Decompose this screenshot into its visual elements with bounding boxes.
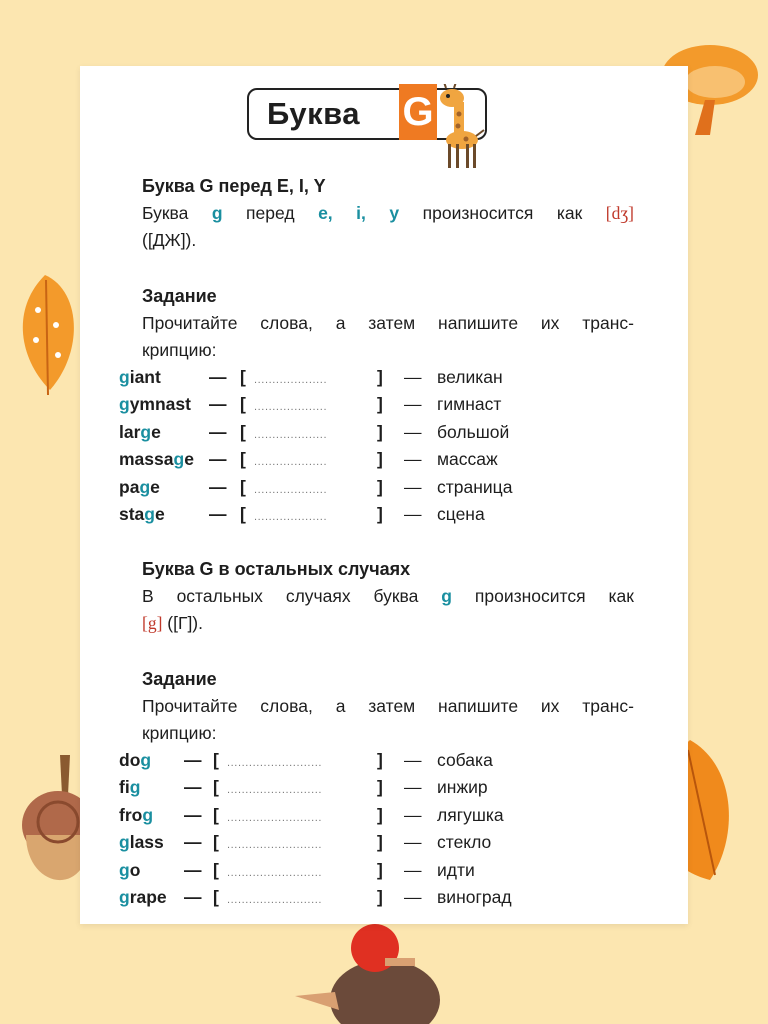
letter-g: g bbox=[140, 421, 152, 442]
word-list-2 bbox=[119, 747, 639, 911]
task-1-line2: крипцию: bbox=[142, 340, 217, 360]
text: перед bbox=[246, 203, 295, 223]
section-2 bbox=[142, 556, 634, 747]
word-row bbox=[119, 829, 639, 856]
transcription-blank[interactable]: .......................... bbox=[227, 866, 323, 879]
russian-translation: стекло bbox=[437, 832, 492, 853]
open-bracket: [ bbox=[240, 476, 246, 497]
word-row bbox=[119, 446, 639, 473]
word-row bbox=[119, 364, 639, 391]
english-word bbox=[119, 419, 161, 446]
dash: — bbox=[404, 421, 422, 442]
open-bracket: [ bbox=[240, 449, 246, 470]
text: буква bbox=[373, 586, 419, 606]
word-part: lar bbox=[119, 421, 141, 442]
letter-g: g bbox=[119, 859, 130, 880]
transcription-blank[interactable]: .................... bbox=[254, 401, 328, 414]
close-bracket: ] bbox=[377, 750, 383, 770]
english-word bbox=[119, 802, 153, 829]
english-word bbox=[119, 501, 165, 528]
leaf-left-icon bbox=[10, 270, 85, 400]
page-title: Буква bbox=[267, 96, 361, 131]
hedgehog-icon bbox=[295, 920, 445, 1024]
letter-g: g bbox=[139, 476, 151, 497]
dash: — bbox=[404, 750, 422, 770]
word-part: fi bbox=[119, 777, 130, 798]
text: затем bbox=[368, 313, 416, 333]
open-bracket: [ bbox=[213, 804, 219, 825]
russian-translation: идти bbox=[437, 859, 475, 880]
text: напишите bbox=[438, 696, 519, 716]
text: затем bbox=[368, 696, 416, 716]
giraffe-icon bbox=[438, 84, 488, 170]
word-part: do bbox=[119, 750, 141, 770]
text: слова, bbox=[260, 696, 313, 716]
english-word bbox=[119, 446, 194, 473]
dash: — bbox=[404, 886, 422, 907]
word-part: sta bbox=[119, 503, 145, 524]
task-2-line2: крипцию: bbox=[142, 723, 217, 743]
letter-g: g bbox=[119, 394, 130, 415]
letter-y: y bbox=[389, 203, 400, 223]
task-2-heading: Задание bbox=[142, 669, 217, 689]
russian-translation: массаж bbox=[437, 449, 498, 470]
english-word bbox=[119, 364, 161, 391]
word-row bbox=[119, 857, 639, 884]
transcription-blank[interactable]: .......................... bbox=[227, 757, 323, 769]
open-bracket: [ bbox=[213, 832, 219, 853]
english-word bbox=[119, 747, 151, 774]
open-bracket: [ bbox=[240, 503, 246, 524]
task-1-heading: Задание bbox=[142, 286, 217, 306]
dash: — bbox=[209, 367, 227, 387]
close-bracket: ] bbox=[377, 832, 383, 853]
text: а bbox=[335, 696, 346, 716]
word-row bbox=[119, 474, 639, 501]
russian-translation: сцена bbox=[437, 503, 485, 524]
section-2-rule-line2 bbox=[142, 610, 634, 637]
section-2-rule-line1 bbox=[142, 583, 634, 610]
dash: — bbox=[184, 859, 202, 880]
open-bracket: [ bbox=[213, 777, 219, 798]
word-part: pa bbox=[119, 476, 140, 497]
close-bracket: ] bbox=[377, 804, 383, 825]
word-part: e bbox=[155, 503, 165, 524]
english-word bbox=[119, 774, 140, 801]
dash: — bbox=[404, 476, 422, 497]
dash: — bbox=[404, 367, 422, 387]
close-bracket: ] bbox=[377, 421, 383, 442]
word-row bbox=[119, 884, 639, 911]
letter-g: g bbox=[140, 750, 152, 770]
letter-g: g bbox=[129, 777, 141, 798]
text: их bbox=[540, 696, 560, 716]
transcription-blank[interactable]: .................... bbox=[254, 510, 328, 523]
letter-badge: G bbox=[399, 84, 437, 140]
word-part: e bbox=[151, 421, 161, 442]
open-bracket: [ bbox=[240, 367, 246, 387]
letter-i: i, bbox=[356, 203, 366, 223]
dash: — bbox=[209, 449, 227, 470]
section-2-heading: Буква G в остальных случаях bbox=[142, 559, 411, 579]
word-part: e bbox=[150, 476, 160, 497]
letter-g: g bbox=[441, 586, 452, 606]
english-word bbox=[119, 857, 140, 884]
word-row bbox=[119, 391, 639, 418]
close-bracket: ] bbox=[377, 859, 383, 880]
word-part: ymnast bbox=[129, 394, 191, 415]
transcription-blank[interactable]: .......................... bbox=[227, 839, 323, 852]
english-word bbox=[119, 391, 191, 418]
word-part: fro bbox=[119, 804, 143, 825]
word-list-1 bbox=[119, 364, 639, 528]
dash: — bbox=[184, 750, 202, 770]
worksheet-page bbox=[80, 66, 688, 924]
letter-e: e, bbox=[318, 203, 333, 223]
letter-g: g bbox=[144, 503, 155, 524]
word-row bbox=[119, 802, 639, 829]
transcription: [g] bbox=[142, 613, 163, 633]
dash: — bbox=[209, 476, 227, 497]
dash: — bbox=[209, 503, 227, 524]
dash: — bbox=[404, 777, 422, 798]
dash: — bbox=[184, 832, 202, 853]
transcription-blank[interactable]: .......................... bbox=[227, 811, 323, 824]
transcription-blank[interactable]: .................... bbox=[254, 483, 328, 496]
text: напишите bbox=[438, 313, 519, 333]
russian-translation: великан bbox=[437, 367, 503, 387]
transcription: [dʒ] bbox=[605, 203, 634, 223]
close-bracket: ] bbox=[377, 476, 383, 497]
text: как bbox=[608, 586, 634, 606]
russian-translation: гимнаст bbox=[437, 394, 502, 415]
text: остальных bbox=[176, 586, 263, 606]
english-word bbox=[119, 829, 164, 856]
word-row bbox=[119, 747, 639, 774]
russian-translation: собака bbox=[437, 750, 493, 770]
russian-translation: страница bbox=[437, 476, 513, 497]
text: транс- bbox=[582, 313, 634, 333]
close-bracket: ] bbox=[377, 503, 383, 524]
dash: — bbox=[404, 859, 422, 880]
transcription-blank[interactable]: .................... bbox=[254, 374, 328, 386]
russian-translation: лягушка bbox=[437, 804, 504, 825]
transcription-blank[interactable]: .................... bbox=[254, 428, 328, 441]
section-1-rule-line2: ([ДЖ]). bbox=[142, 230, 197, 250]
text: произносится bbox=[474, 586, 586, 606]
letter-g: g bbox=[142, 804, 154, 825]
word-row bbox=[119, 419, 639, 446]
letter-g: g bbox=[119, 367, 130, 387]
close-bracket: ] bbox=[377, 449, 383, 470]
section-1-heading: Буква G перед E, I, Y bbox=[142, 176, 326, 196]
word-part: iant bbox=[129, 367, 161, 387]
russian-translation: большой bbox=[437, 421, 510, 442]
task-2-line1 bbox=[142, 693, 634, 720]
open-bracket: [ bbox=[213, 886, 219, 907]
dash: — bbox=[404, 503, 422, 524]
word-part: e bbox=[184, 449, 194, 470]
text: Прочитайте bbox=[142, 696, 238, 716]
word-row bbox=[119, 501, 639, 528]
text: как bbox=[556, 203, 583, 223]
text: Прочитайте bbox=[142, 313, 238, 333]
letter-g: g bbox=[211, 203, 223, 223]
text: а bbox=[335, 313, 346, 333]
task-1-line1 bbox=[142, 310, 634, 337]
text: их bbox=[540, 313, 560, 333]
open-bracket: [ bbox=[240, 421, 246, 442]
word-part: o bbox=[129, 859, 141, 880]
text: произносится bbox=[422, 203, 534, 223]
word-part: massa bbox=[119, 449, 174, 470]
dash: — bbox=[209, 394, 227, 415]
dash: — bbox=[404, 394, 422, 415]
transcription-blank[interactable]: .................... bbox=[254, 456, 328, 469]
text: случаях bbox=[285, 586, 351, 606]
close-bracket: ] bbox=[377, 394, 383, 415]
transcription-blank[interactable]: .......................... bbox=[227, 893, 323, 906]
text: транс- bbox=[582, 696, 634, 716]
section-1 bbox=[142, 173, 634, 364]
open-bracket: [ bbox=[213, 859, 219, 880]
word-row bbox=[119, 774, 639, 801]
russian-translation: виноград bbox=[437, 886, 512, 907]
dash: — bbox=[184, 886, 202, 907]
letter-g: g bbox=[173, 449, 185, 470]
russian-translation: инжир bbox=[437, 777, 488, 798]
dash: — bbox=[404, 804, 422, 825]
close-bracket: ] bbox=[377, 886, 383, 907]
open-bracket: [ bbox=[240, 394, 246, 415]
text: Буква bbox=[142, 203, 189, 223]
text: В bbox=[142, 586, 154, 606]
letter-g: g bbox=[119, 886, 130, 907]
word-part: lass bbox=[129, 832, 164, 853]
text: слова, bbox=[260, 313, 313, 333]
dash: — bbox=[404, 832, 422, 853]
close-bracket: ] bbox=[377, 777, 383, 798]
text: ([Г]). bbox=[167, 613, 203, 633]
word-part: rape bbox=[129, 886, 167, 907]
transcription-blank[interactable]: .......................... bbox=[227, 784, 323, 797]
open-bracket: [ bbox=[213, 750, 219, 770]
dash: — bbox=[209, 421, 227, 442]
dash: — bbox=[184, 804, 202, 825]
close-bracket: ] bbox=[377, 367, 383, 387]
english-word bbox=[119, 474, 160, 501]
dash: — bbox=[404, 449, 422, 470]
english-word bbox=[119, 884, 167, 911]
letter-g: g bbox=[119, 832, 130, 853]
section-1-rule-line1 bbox=[142, 200, 634, 227]
dash: — bbox=[184, 777, 202, 798]
